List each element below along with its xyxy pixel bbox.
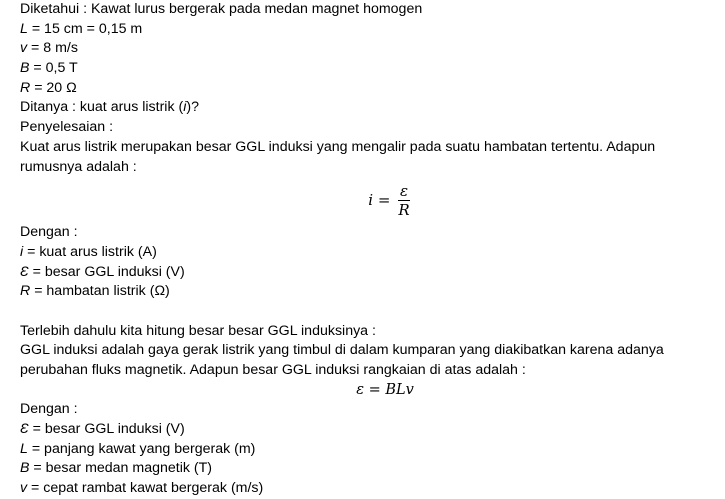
given-velocity-value: = 8 m/s: [27, 40, 78, 57]
symbol-R: R: [20, 79, 31, 96]
given-resistance-value: = 20 Ω: [30, 79, 77, 96]
paragraph-1-line-1: Kuat arus listrik merupakan besar GGL induksi yang mengalir pada suatu hambatan tertentu. Adapun: [20, 138, 656, 155]
def2-field: [20, 459, 710, 479]
symbol-L: L: [20, 20, 28, 37]
def-emf: [20, 263, 710, 283]
blank-line: [20, 302, 710, 322]
asked-line: [20, 98, 710, 118]
given-length: [20, 20, 710, 40]
def-emf-text: = besar GGL induksi (V): [28, 263, 185, 280]
formula-current-denominator: R: [398, 200, 410, 219]
def2-velocity: [20, 479, 710, 499]
paragraph-1-line-2: rumusnya adalah :: [20, 158, 137, 175]
formula-emf: ε = BLv: [356, 381, 414, 398]
formula-current-numerator: ε: [400, 181, 409, 200]
def-resistance: [20, 282, 710, 302]
formula-current-fraction: [396, 182, 411, 219]
def2-velocity-text: = cepat rambat kawat bergerak (m/s): [27, 480, 264, 497]
solution-label: Penyelesaian :: [20, 119, 114, 136]
given-field-value: = 0,5 T: [29, 60, 78, 77]
def-current-symbol: i: [20, 243, 24, 260]
def2-velocity-symbol: v: [20, 480, 28, 497]
def2-field-text: = besar medan magnetik (T): [29, 460, 213, 477]
paragraph-3-line-2: perubahan fluks magnetik. Adapun besar GGL induksi rangkaian di atas adalah :: [20, 362, 526, 378]
formula-current-lhs: i =: [368, 191, 391, 210]
def2-field-symbol: B: [20, 460, 30, 477]
asked-suffix: )?: [186, 99, 199, 116]
def2-emf: [20, 420, 710, 440]
def2-length-text: = panjang kawat yang bergerak (m): [27, 440, 256, 457]
def2-emf-symbol: Ɛ: [20, 421, 29, 438]
given-header: Diketahui : Kawat lurus bergerak pada medan magnet homogen: [20, 1, 423, 17]
document-body: [20, 0, 710, 499]
def-resistance-text: = hambatan listrik (Ω): [30, 283, 170, 300]
given-field: [20, 59, 710, 79]
symbol-B: B: [20, 60, 30, 77]
def2-length-symbol: L: [20, 440, 28, 457]
with-label-2: Dengan :: [20, 401, 78, 418]
def2-length: [20, 440, 710, 460]
def-current: [20, 243, 710, 263]
with-label-1: Dengan :: [20, 224, 78, 241]
def-resistance-symbol: R: [20, 283, 31, 300]
paragraph-3-line-1: GGL induksi adalah gaya gerak listrik yang timbul di dalam kumparan yang diakibatkan karena adanya: [20, 342, 664, 359]
given-resistance: [20, 79, 710, 99]
asked-symbol: i: [183, 99, 187, 116]
formula-current: [20, 177, 710, 223]
def2-emf-text: = besar GGL induksi (V): [28, 421, 185, 438]
given-length-value: = 15 cm = 0,15 m: [27, 20, 143, 37]
def-current-text: = kuat arus listrik (A): [23, 243, 157, 260]
paragraph-2: Terlebih dahulu kita hitung besar besar GGL induksinya :: [20, 322, 376, 339]
symbol-v: v: [20, 40, 28, 57]
def-emf-symbol: Ɛ: [20, 263, 29, 280]
asked-prefix: Ditanya : kuat arus listrik (: [20, 99, 184, 116]
given-velocity: [20, 39, 710, 59]
